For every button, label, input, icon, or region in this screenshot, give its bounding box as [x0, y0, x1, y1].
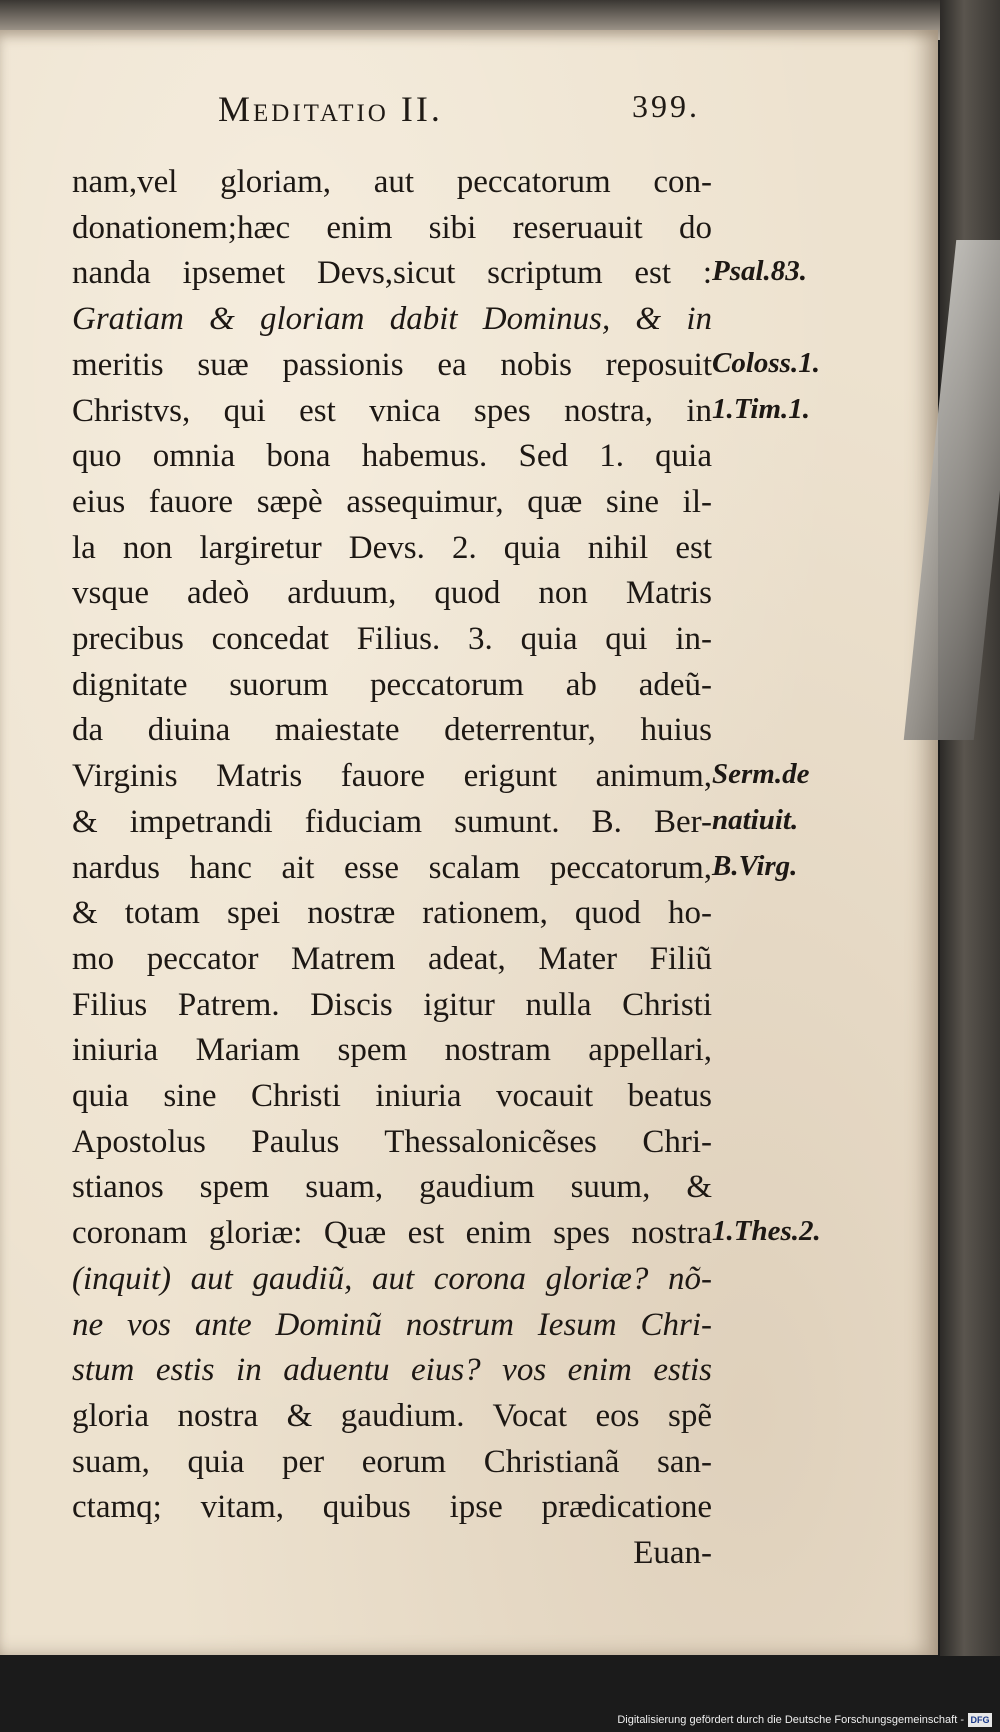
footer-bar — [0, 1656, 1000, 1732]
marginal-note: natiuit. — [712, 803, 799, 836]
text-line: ne vos ante Dominũ nostrum Iesum Chri- — [72, 1306, 712, 1343]
text-line: stianos spem suam, gaudium suum, & — [72, 1169, 712, 1206]
marginal-note: Coloss.1. — [712, 346, 820, 379]
marginal-note: Psal.83. — [712, 255, 808, 288]
text-line: suam, quia per eorum Christianã san- — [72, 1443, 712, 1480]
book-page — [0, 30, 938, 1655]
text-line: gloria nostra & gaudium. Vocat eos spẽ — [72, 1397, 712, 1434]
text-line: mo peccator Matrem adeat, Mater Filiũ — [72, 940, 712, 977]
marginal-note: 1.Thes.2. — [712, 1215, 821, 1248]
text-line: & totam spei nostræ rationem, quod ho- — [72, 895, 712, 932]
dfg-logo: DFG — [968, 1713, 992, 1727]
text-line: coronam gloriæ: Quæ est enim spes nostra — [72, 1215, 712, 1252]
text-line: iniuria Mariam spem nostram appellari, — [72, 1032, 712, 1069]
text-line: Virginis Matris fauore erigunt animum, — [72, 758, 712, 795]
text-line: Filius Patrem. Discis igitur nulla Christi — [72, 986, 712, 1023]
text-line: vsque adeò arduum, quod non Matris — [72, 575, 712, 612]
text-line: ctamq; vitam, quibus ipse prædicatione — [72, 1489, 712, 1526]
marginal-note: Serm.de — [712, 758, 810, 791]
page-header — [140, 88, 700, 134]
marginal-note: 1.Tim.1. — [712, 392, 811, 425]
text-line: da diuina maiestate deterrentur, huius — [72, 712, 712, 749]
text-line: (inquit) aut gaudiũ, aut corona gloriæ? nõ- — [72, 1260, 712, 1297]
text-line: nardus hanc ait esse scalam peccatorum, — [72, 849, 712, 886]
text-line: eius fauore sæpè assequimur, quæ sine il- — [72, 483, 712, 520]
running-title: Meditatio II. — [218, 89, 443, 129]
marginal-note: B.Virg. — [712, 849, 798, 882]
text-line: donationem;hæc enim sibi reseruauit do — [72, 209, 712, 246]
body-text — [72, 160, 712, 1577]
text-line: la non largiretur Devs. 2. quia nihil est — [72, 529, 712, 566]
text-line: Apostolus Paulus Thessalonicẽses Chri- — [72, 1123, 712, 1160]
text-line: quo omnia bona habemus. Sed 1. quia — [72, 438, 712, 475]
text-line: meritis suæ passionis ea nobis reposuit — [72, 346, 712, 383]
catchword: Euan- — [633, 1535, 712, 1572]
text-line: dignitate suorum peccatorum ab adeũ- — [72, 666, 712, 703]
text-line: precibus concedat Filius. 3. quia qui in- — [72, 621, 712, 658]
digitization-credit: Digitalisierung gefördert durch die Deutsche Forschungsgemeinschaft - — [617, 1714, 964, 1726]
text-line: quia sine Christi iniuria vocauit beatus — [72, 1078, 712, 1115]
text-line: stum estis in aduentu eius? vos enim estis — [72, 1352, 712, 1389]
text-line: Gratiam & gloriam dabit Dominus, & in — [72, 301, 712, 338]
text-line: nanda ipsemet Devs,sicut scriptum est : — [72, 255, 712, 292]
page-number: 399. — [632, 88, 700, 124]
text-line: Christvs, qui est vnica spes nostra, in — [72, 392, 712, 429]
text-line: nam,vel gloriam, aut peccatorum con- — [72, 164, 712, 200]
text-line: & impetrandi fiduciam sumunt. B. Ber- — [72, 803, 712, 840]
